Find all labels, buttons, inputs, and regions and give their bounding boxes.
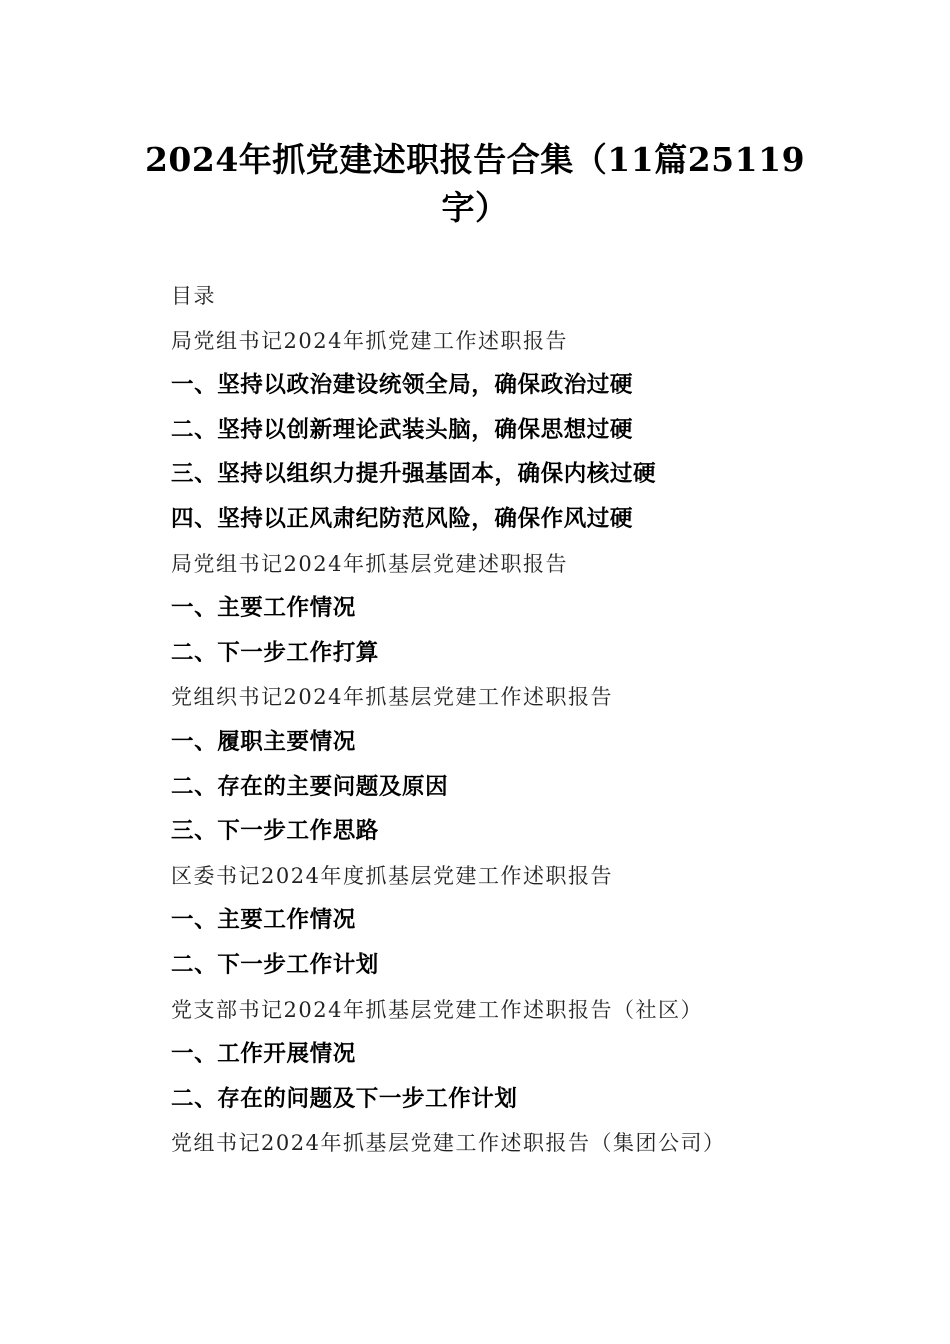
title-line-2: 字） xyxy=(441,188,509,227)
toc-section-entry: 一、履职主要情况 xyxy=(171,728,356,755)
toc-report-entry: 党组织书记2024年抓基层党建工作述职报告 xyxy=(171,685,613,710)
toc-section-entry: 二、坚持以创新理论武装头脑，确保思想过硬 xyxy=(171,416,634,443)
document-title xyxy=(120,136,830,232)
toc-section-entry: 二、存在的问题及下一步工作计划 xyxy=(171,1085,518,1112)
toc-section-entry: 四、坚持以正风肃纪防范风险，确保作风过硬 xyxy=(171,505,634,532)
toc-report-entry: 局党组书记2024年抓基层党建述职报告 xyxy=(171,551,568,576)
toc-report-entry: 区委书记2024年度抓基层党建工作述职报告 xyxy=(171,863,613,888)
toc-section-entry: 三、坚持以组织力提升强基固本，确保内核过硬 xyxy=(171,461,657,488)
toc-section-entry: 二、下一步工作计划 xyxy=(171,951,379,978)
toc-section-entry: 一、主要工作情况 xyxy=(171,595,356,622)
toc-report-entry: 党组书记2024年抓基层党建工作述职报告（集团公司） xyxy=(171,1131,726,1156)
toc-section-entry: 一、主要工作情况 xyxy=(171,907,356,934)
toc-section-entry: 三、下一步工作思路 xyxy=(171,818,379,845)
toc-report-entry: 局党组书记2024年抓党建工作述职报告 xyxy=(171,328,568,353)
toc-section-entry: 二、存在的主要问题及原因 xyxy=(171,773,449,800)
toc-section-entry: 一、坚持以政治建设统领全局，确保政治过硬 xyxy=(171,372,634,399)
toc-section-entry: 二、下一步工作打算 xyxy=(171,639,379,666)
table-of-contents xyxy=(171,274,851,1166)
toc-report-entry: 党支部书记2024年抓基层党建工作述职报告（社区） xyxy=(171,997,703,1022)
toc-section-entry: 一、工作开展情况 xyxy=(171,1041,356,1068)
toc-heading: 目录 xyxy=(171,284,216,308)
title-line-1: 2024年抓党建述职报告合集（11篇25119 xyxy=(144,140,806,179)
